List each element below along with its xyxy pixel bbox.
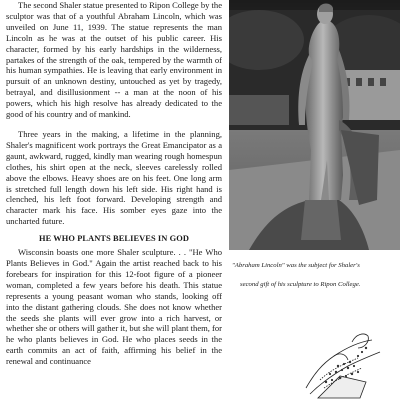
article-paragraph-pioneer-woman: Wisconsin boasts one more Shaler sculpture. . . "He Who Plants Believes in God." Again the artist reached back to his forebears for inspiration for this 12-foot figure of a pioneer woman, completed a few years before his death. This statue represents a young peasant woman who stands, looking off into the distant gathering clouds. She does not know whether the seeds she plants will ever grow into a rich harvest, or whether she or others will gather it, but she will plant them, for he who plants believes in God. He who places seeds in the earth commits an act of faith, affirming his belief in the renewal and continuance: [6, 247, 222, 367]
photo-caption: [232, 261, 398, 289]
caption-line-1: "Abraham Lincoln" was the subject for Shaler's: [232, 262, 360, 269]
article-column: [6, 0, 222, 367]
pioneer-woman-sculpture-drawing: [300, 322, 384, 400]
article-paragraph-lincoln-statue: The second Shaler statue presented to Ripon College by the sculptor was that of a youthful Abraham Lincoln, which was unveiled on June 11, 1939. The statue represents the man Lincoln as he was at the outset of his public career. His character, formed by his early hardships in the wilderness, partakes of the strength of the oak, tempered by the warmth of his human sympathies. He is leaving that early environment in pursuit of an unknown destiny, untouched as yet by tragedy, betrayal, and disillusionment -- a man at the noon of his powers, which his high resolve has already dedicated to the good of his country and of mankind.: [6, 0, 222, 120]
article-paragraph-emancipator: Three years in the making, a lifetime in the planning, Shaler's magnificent work portrays the Great Emancipator as a gaunt, awkward, rugged, kindly man wearing rough homespun clothes, his shirt open at the neck, sleeves carelessly rolled above the elbows. Heavy shoes are on his feet. One long arm is stretched full length down his left side. His right hand is clenched, his left foot forward. Developing strength and character mark his face. His somber eyes gaze into the uncharted future.: [6, 128, 222, 227]
section-heading: HE WHO PLANTS BELIEVES IN GOD: [38, 234, 190, 244]
caption-line-2: second gift of his sculpture to Ripon College.: [240, 281, 361, 288]
lincoln-statue-photo: [229, 0, 400, 250]
